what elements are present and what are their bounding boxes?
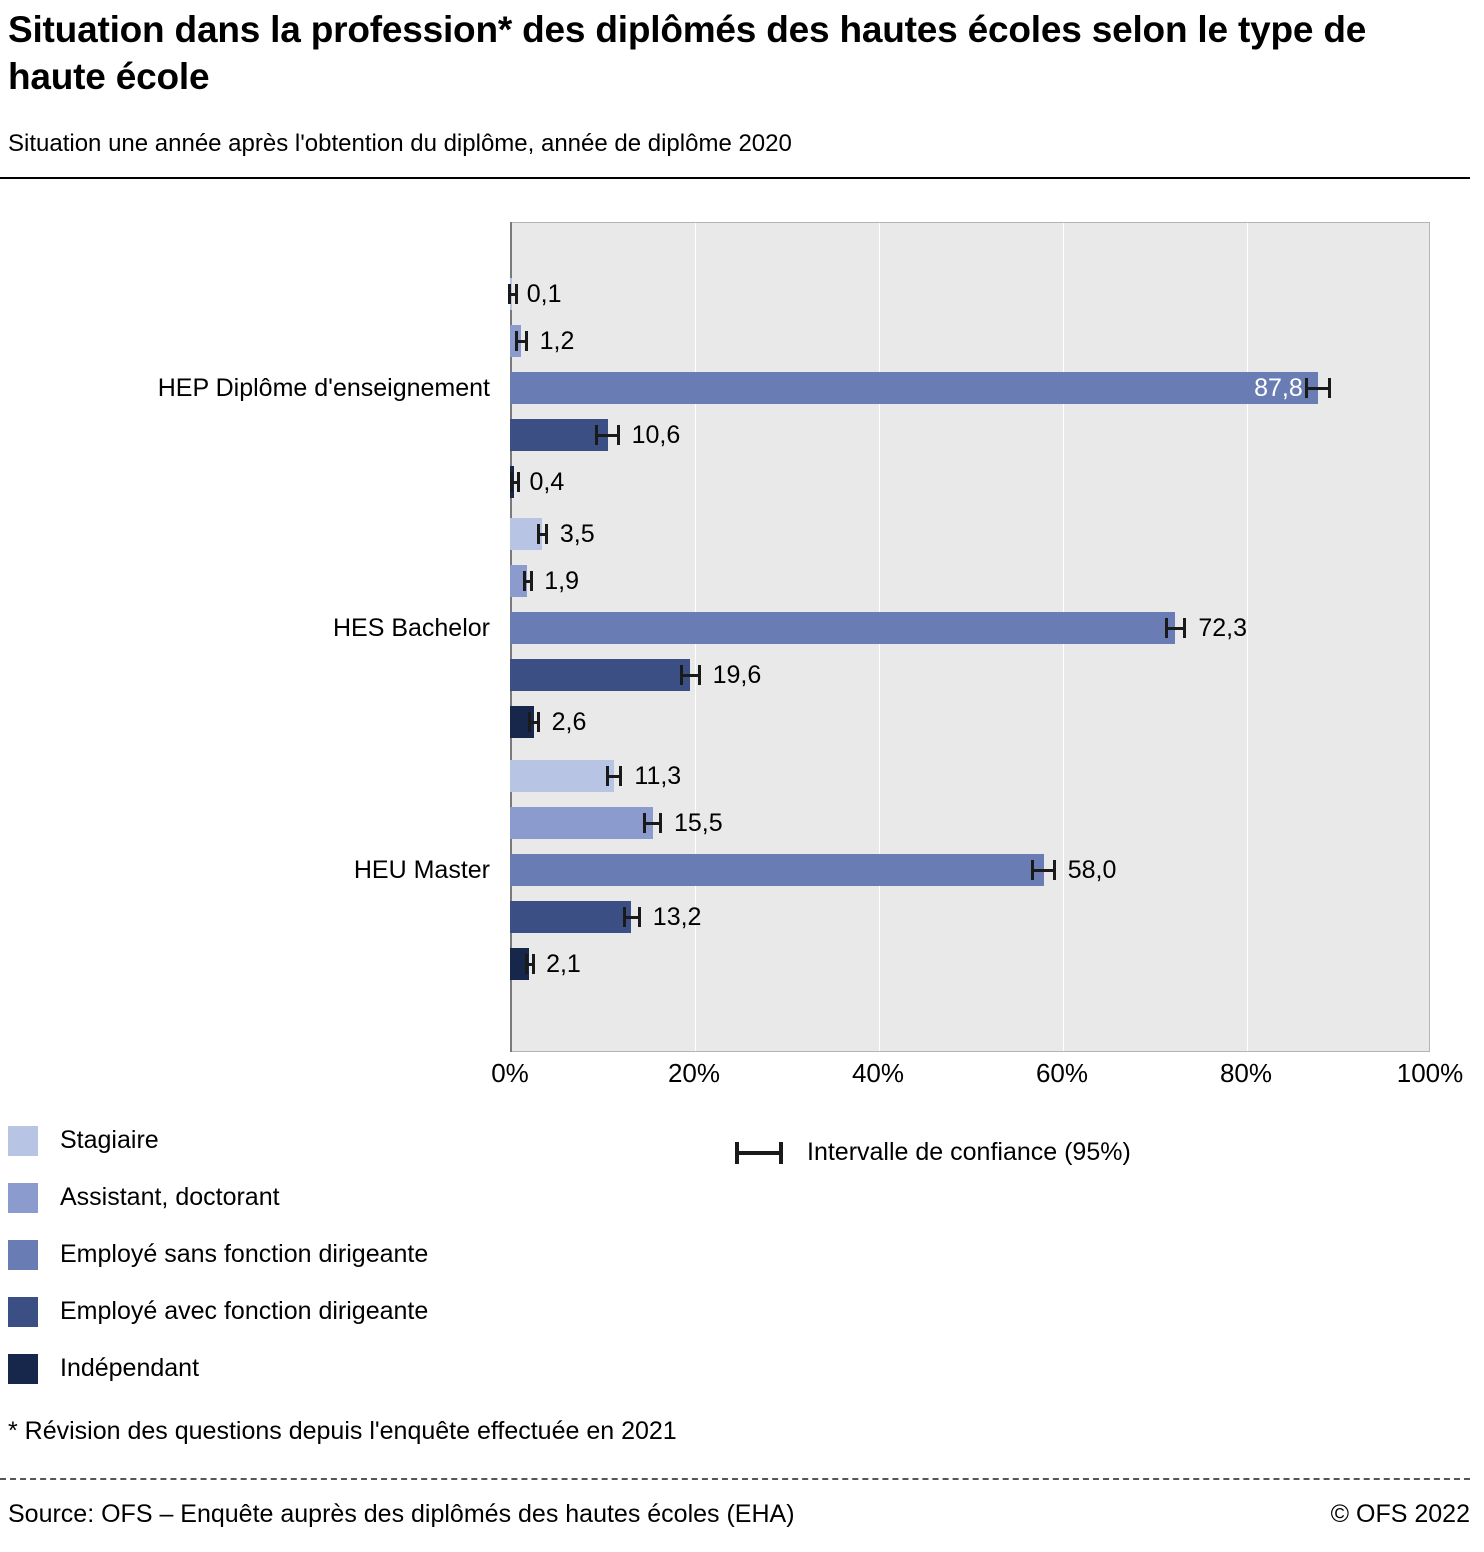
ci-legend-label: Intervalle de confiance (95%): [807, 1138, 1131, 1166]
legend-item: [8, 1169, 628, 1226]
bar-value-label: 3,5: [559, 520, 595, 548]
page-subtitle: Situation une année après l'obtention du diplôme, année de diplôme 2020: [8, 130, 792, 157]
x-axis-tick-label: 60%: [1035, 1058, 1089, 1088]
legend-item: [8, 1283, 628, 1340]
x-axis-tick-label: 0%: [491, 1058, 529, 1088]
legend-label: Employé avec fonction dirigeante: [60, 1297, 429, 1325]
legend-swatch: [8, 1297, 38, 1327]
bar-value-label: 10,6: [631, 421, 681, 449]
legend-label: Assistant, doctorant: [60, 1183, 280, 1211]
bar: [510, 706, 534, 738]
footnote: * Révision des questions depuis l'enquête effectuée en 2021: [8, 1417, 677, 1445]
category-label: HEU Master: [353, 855, 490, 884]
bar: [510, 612, 1175, 644]
legend: [8, 1112, 628, 1397]
bar: [510, 325, 521, 357]
bar-value-label: 19,6: [712, 661, 762, 689]
bar: [510, 565, 527, 597]
bar: [510, 948, 529, 980]
legend-item: [8, 1112, 628, 1169]
confidence-interval-icon: [735, 1140, 783, 1166]
legend-label: Indépendant: [60, 1354, 200, 1382]
bar: [510, 854, 1044, 886]
bar: [510, 466, 514, 498]
bar-value-label: 58,0: [1067, 856, 1117, 884]
bar-value-label: 13,2: [652, 903, 702, 931]
legend-label: Stagiaire: [60, 1126, 159, 1154]
bar-value-label: 0,1: [526, 280, 562, 308]
bar: [510, 760, 614, 792]
bar-value-label: 1,2: [539, 327, 575, 355]
ci-legend: [735, 1138, 1131, 1167]
bar: [510, 659, 690, 691]
legend-item: [8, 1340, 628, 1397]
bar-value-label: 2,6: [551, 708, 587, 736]
bar-value-label: 11,3: [634, 762, 682, 790]
bar: [510, 901, 631, 933]
bar: [510, 372, 1318, 404]
x-axis-tick-label: 80%: [1219, 1058, 1273, 1088]
bar-value-label: 15,5: [673, 809, 723, 837]
bar: [510, 807, 653, 839]
bar: [510, 518, 542, 550]
legend-swatch: [8, 1126, 38, 1156]
copyright-text: © OFS 2022: [1330, 1500, 1470, 1528]
bar: [510, 278, 512, 310]
gridline: [1247, 223, 1248, 1051]
header-divider: [0, 177, 1470, 179]
bar-value-label: 72,3: [1198, 614, 1248, 642]
footer-divider: [0, 1478, 1470, 1480]
bar: [510, 419, 608, 451]
legend-swatch: [8, 1240, 38, 1270]
legend-label: Employé sans fonction dirigeante: [60, 1240, 429, 1268]
bar-value-label: 1,9: [544, 567, 579, 595]
category-label: HEP Diplôme d'enseignement: [157, 373, 490, 402]
bar-value-label: 87,8: [1254, 374, 1303, 402]
page-title: Situation dans la profession* des diplômés des hautes écoles selon le type de haute école: [8, 9, 1367, 98]
x-axis-tick-label: 100%: [1396, 1058, 1464, 1088]
gridline: [1431, 223, 1432, 1051]
x-axis-tick-label: 40%: [851, 1058, 905, 1088]
bar-value-label: 2,1: [546, 950, 581, 978]
legend-item: [8, 1226, 628, 1283]
source-text: Source: OFS – Enquête auprès des diplômés des hautes écoles (EHA): [8, 1500, 795, 1528]
legend-swatch: [8, 1354, 38, 1384]
x-axis-tick-label: 20%: [667, 1058, 721, 1088]
legend-swatch: [8, 1183, 38, 1213]
bar-value-label: 0,4: [529, 468, 565, 496]
category-label: HES Bachelor: [332, 613, 490, 642]
